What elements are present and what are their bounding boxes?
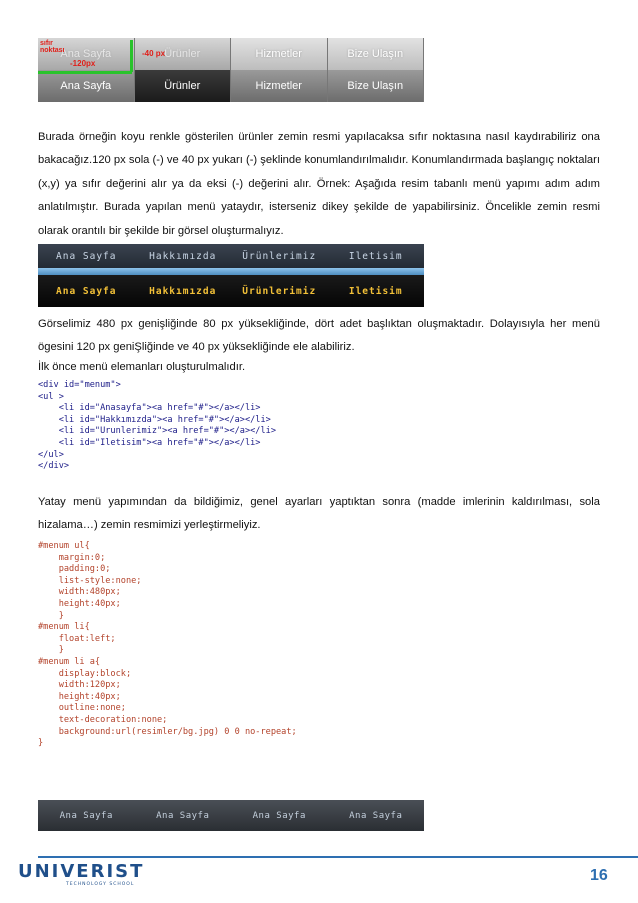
code-line: <div id="menum"> bbox=[38, 380, 121, 390]
code-line: <li id="Anasayfa"><a href="#"></a></li> bbox=[38, 403, 261, 414]
paragraph-image-size: Görselimiz 480 px genişliğinde 80 px yüksekliğinde, dört adet başlıktan oluşmaktadır. Dolayısıyla her menü ögesini 120 px geniŞliğinde ve 40 px yüksekliğinde ele alabiliriz. bbox=[38, 318, 600, 354]
code-line: height:40px; bbox=[38, 691, 121, 702]
menu-label: Ana Sayfa bbox=[349, 810, 403, 821]
menu-label: Hizmetler bbox=[255, 80, 302, 92]
menu-label: Ana Sayfa bbox=[56, 250, 117, 262]
univerist-logo bbox=[8, 858, 158, 898]
dark-menu-separator bbox=[38, 268, 424, 275]
paragraph-background-setup: Yatay menü yapımından da bildiğimiz, genel ayarları yaptıktan sonra (madde imlerinin kaldırılması, sola hizalama…) zemin resmimizi yerleştirmeliyiz. bbox=[38, 496, 600, 532]
code-line: display:block; bbox=[38, 668, 132, 679]
menu-label: Bize Ulaşın bbox=[347, 48, 404, 60]
menu-label: Ürünler bbox=[164, 48, 201, 60]
menu-label: Hizmetler bbox=[255, 48, 302, 60]
css-code-block bbox=[38, 541, 297, 750]
menu-label: Ana Sayfa bbox=[59, 810, 113, 821]
page-number: 16 bbox=[590, 867, 608, 884]
logo-text: UNIVERIST bbox=[18, 861, 145, 882]
menu-label: Hakkımızda bbox=[149, 250, 217, 262]
menu-label: Bize Ulaşın bbox=[347, 80, 404, 92]
code-line: #menum li a{ bbox=[38, 656, 101, 667]
code-line: margin:0; bbox=[38, 552, 106, 563]
paragraph-menu-elements: İlk önce menü elemanları oluşturulmalıdır. bbox=[38, 361, 246, 373]
code-line: #menum ul{ bbox=[38, 541, 90, 551]
code-line: width:120px; bbox=[38, 680, 121, 691]
html-code-block bbox=[38, 380, 276, 473]
menu-label: Ürünler bbox=[164, 80, 201, 92]
menu-label: Hakkımızda bbox=[149, 285, 217, 297]
code-line: </div> bbox=[38, 461, 70, 472]
code-line: width:480px; bbox=[38, 587, 121, 598]
dark-menu-top-bar bbox=[38, 244, 424, 268]
code-line: <ul > bbox=[38, 391, 64, 402]
vertical-offset-guide bbox=[130, 40, 133, 72]
code-line: } bbox=[38, 645, 64, 656]
code-line: padding:0; bbox=[38, 564, 111, 575]
menu-cell bbox=[231, 38, 328, 70]
dark-menu-bottom-bar bbox=[38, 275, 424, 307]
menu-cell bbox=[328, 70, 425, 102]
menu-cell bbox=[328, 38, 425, 70]
code-line: <li id="Urunlerimiz"><a href="#"></a></li> bbox=[38, 426, 276, 437]
code-line: height:40px; bbox=[38, 598, 121, 609]
result-menu-figure bbox=[38, 800, 424, 831]
menu-label: Iletisim bbox=[348, 250, 403, 262]
dark-menu-figure bbox=[38, 244, 424, 307]
menu-label: Ürünlerimiz bbox=[242, 250, 317, 262]
code-line: </ul> bbox=[38, 449, 64, 460]
code-line: } bbox=[38, 610, 64, 621]
menu-label: Iletisim bbox=[348, 285, 403, 297]
logo-subtext: TECHNOLOGY SCHOOL bbox=[66, 882, 135, 887]
x-offset-annotation: -120px bbox=[70, 59, 96, 68]
code-line: <li id="Hakkımızda"><a href="#"></a></li> bbox=[38, 414, 271, 425]
code-line: #menum li{ bbox=[38, 622, 90, 633]
menu-label: Ana Sayfa bbox=[60, 80, 112, 92]
menu-cell bbox=[38, 70, 135, 102]
code-line: list-style:none; bbox=[38, 575, 142, 586]
code-line: background:url(resimler/bg.jpg) 0 0 no-repeat; bbox=[38, 726, 297, 737]
menu-cell bbox=[231, 70, 328, 102]
menu-label: Ana Sayfa bbox=[156, 810, 210, 821]
code-line: } bbox=[38, 738, 44, 749]
code-line: text-decoration:none; bbox=[38, 714, 168, 725]
code-line: <li id="Iletisim"><a href="#"></a></li> bbox=[38, 437, 261, 448]
origin-annotation: sıfır noktası bbox=[40, 40, 65, 54]
sprite-menu-figure bbox=[38, 38, 424, 102]
code-line: float:left; bbox=[38, 633, 116, 644]
horizontal-offset-guide bbox=[38, 71, 132, 74]
y-offset-annotation: -40 px bbox=[142, 49, 166, 58]
paragraph-intro: Burada örneğin koyu renkle gösterilen ürünler zemin resmi yapılacaksa sıfır noktasına nasıl kaydırabiliriz ona bakacağız.120 px sola (-) ve 40 px yukarı (-) şeklinde konumlandırılmalıdır. Konumlandırmada başlangıç noktaları (x,y) ya sıfır değerini alır ya da eksi (-) değerini alır. Örnek: Aşağıda resim tabanlı menü yapımı adım adım anlatılmıştır. Burada yapılan menü yataydır, isterseniz dikey şekilde de yapabilirsiniz. Öncelikle zemin resmi olarak orantılı bir şekilde bir görsel oluşturmalıyız. bbox=[38, 131, 600, 237]
menu-label: Ürünlerimiz bbox=[242, 285, 317, 297]
sprite-menu-top-row bbox=[38, 38, 424, 70]
menu-label: Ana Sayfa bbox=[252, 810, 306, 821]
menu-label: Ana Sayfa bbox=[56, 285, 117, 297]
code-line: outline:none; bbox=[38, 703, 126, 714]
menu-label: Ana Sayfa bbox=[60, 48, 112, 60]
sprite-menu-bottom-row bbox=[38, 70, 424, 102]
menu-cell-active bbox=[135, 70, 232, 102]
